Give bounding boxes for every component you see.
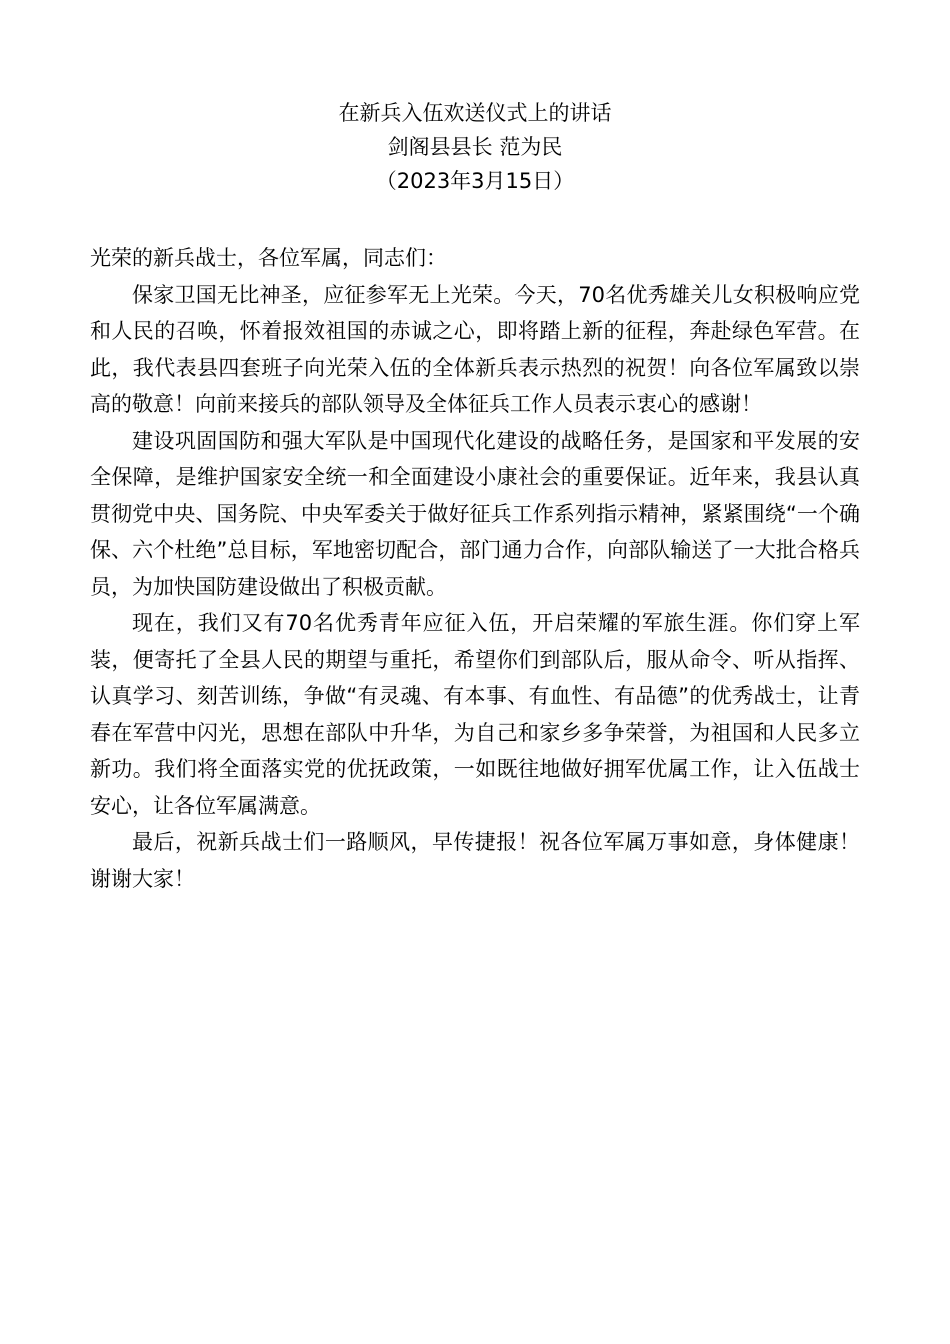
document-author: 剑阁县县长 范为民: [387, 135, 563, 159]
salutation: 光荣的新兵战士，各位军属，同志们：: [90, 246, 447, 270]
document-title: 在新兵入伍欢送仪式上的讲话: [338, 101, 612, 125]
paragraph: 保家卫国无比神圣，应征参军无上光荣。今天，70名优秀雄关儿女积极响应党和人民的召唤，怀着报效祖国的赤诚之心，即将踏上新的征程，奔赴绿色军营。在此，我代表县四套班子向光荣入伍的全体新兵表示热烈的祝贺！向各位军属致以崇高的敬意！向前来接兵的部队领导及全体征兵工作人员表示衷心的感谢！: [90, 282, 860, 416]
paragraph: 最后，祝新兵战士们一路顺风，早传捷报！祝各位军属万事如意，身体健康！谢谢大家！: [90, 830, 860, 891]
document-body: [90, 240, 860, 897]
document-date: （2023年3月15日）: [375, 169, 575, 193]
paragraph: 建设巩固国防和强大军队是中国现代化建设的战略任务，是国家和平发展的安全保障，是维护国家安全统一和全面建设小康社会的重要保证。近年来，我县认真贯彻党中央、国务院、中央军委关于做好征兵工作系列指示精神，紧紧围绕“一个确保、六个杜绝”总目标，军地密切配合，部门通力合作，向部队输送了一大批合格兵员，为加快国防建设做出了积极贡献。: [90, 428, 860, 599]
paragraph: 现在，我们又有70名优秀青年应征入伍，开启荣耀的军旅生涯。你们穿上军装，便寄托了全县人民的期望与重托，希望你们到部队后，服从命令、听从指挥、认真学习、刻苦训练，争做“有灵魂、有本事、有血性、有品德”的优秀战士，让青春在军营中闪光，思想在部队中升华，为自己和家乡多争荣誉，为祖国和人民多立新功。我们将全面落实党的优抚政策，一如既往地做好拥军优属工作，让入伍战士安心，让各位军属满意。: [90, 611, 860, 818]
document-header: [0, 96, 950, 198]
